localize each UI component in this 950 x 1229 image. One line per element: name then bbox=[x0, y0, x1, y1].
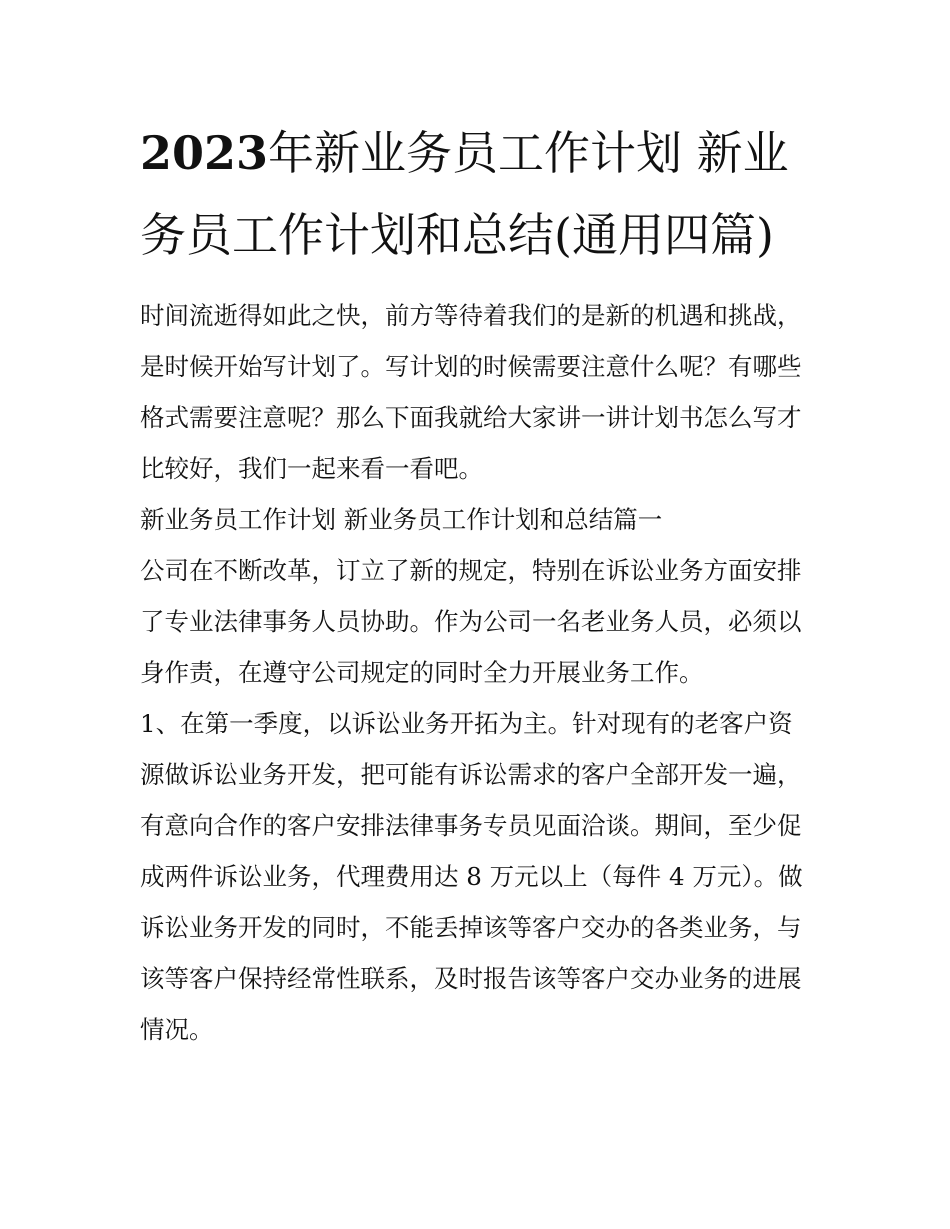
document-title bbox=[140, 112, 812, 276]
intro-paragraph: 时间流逝得如此之快，前方等待着我们的是新的机遇和挑战，是时候开始写计划了。写计划的时候需要注意什么呢？有哪些格式需要注意呢？那么下面我就给大家讲一讲计划书怎么写才比较好，我们一起来看一看吧。 bbox=[140, 301, 802, 483]
list-item-1: 1、在第一季度，以诉讼业务开拓为主。针对现有的老客户资源做诉讼业务开发，把可能有诉讼需求的客户全部开发一遍，有意向合作的客户安排法律事务专员见面洽谈。期间，至少促成两件诉讼业务，代理费用达 8 万元以上（每件 4 万元）。做诉讼业务开发的同时，不能丢掉该等客户交办的各类业务，与该等客户保持经常性联系，及时报告该等客户交办业务的进展情况。 bbox=[140, 709, 803, 1044]
body-paragraph: 公司在不断改革，订立了新的规定，特别在诉讼业务方面安排了专业法律事务人员协助。作为公司一名老业务人员，必须以身作责，在遵守公司规定的同时全力开展业务工作。 bbox=[140, 556, 802, 687]
title-text: 年新业务员工作计划 新业务员工作计划和总结(通用四篇) bbox=[140, 126, 789, 262]
title-year: 2023 bbox=[140, 126, 269, 180]
document-body bbox=[140, 290, 812, 1055]
section-heading: 新业务员工作计划 新业务员工作计划和总结篇一 bbox=[140, 505, 663, 534]
document-page bbox=[140, 112, 812, 1055]
